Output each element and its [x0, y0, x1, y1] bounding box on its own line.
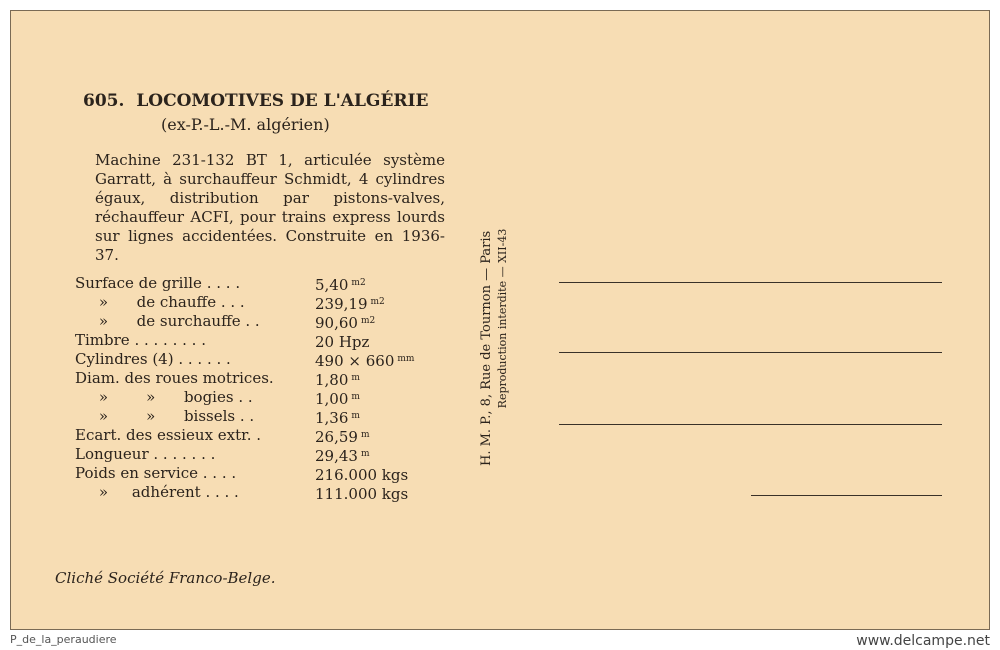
publisher-line: H. M. P., 8, Rue de Tournon — Paris [479, 230, 494, 466]
spec-label: » de surchauffe . . [75, 312, 260, 330]
spec-label: » » bogies . . [75, 388, 253, 406]
spec-value: 1,00 $^m$ [315, 390, 360, 408]
spec-label: Diam. des roues motrices. [75, 369, 274, 387]
spec-value: 29,43 $^m$ [315, 447, 370, 465]
spec-label: Cylindres (4) . . . . . . [75, 350, 231, 368]
publisher-imprint [479, 171, 509, 466]
spec-value: 239,19 $^{m2}$ [315, 295, 385, 313]
spec-unit: m [351, 373, 360, 383]
reproduction-notice: Reproduction interdite — XII-43 [496, 228, 509, 409]
spec-row [75, 331, 445, 350]
address-line [559, 424, 942, 425]
spec-row [75, 388, 445, 407]
spec-row [75, 312, 445, 331]
spec-value: 26,59 $^m$ [315, 428, 370, 446]
spec-unit: m [360, 430, 370, 440]
spec-value: 90,60 $^{m2}$ [315, 314, 376, 332]
spec-unit: m [360, 449, 370, 459]
spec-row [75, 350, 445, 369]
spec-unit: m2 [360, 316, 376, 326]
spec-row [75, 445, 445, 464]
address-line [559, 282, 942, 283]
card-subtitle: (ex-P.-L.-M. algérien) [161, 115, 330, 134]
address-line [559, 352, 942, 353]
spec-label: Ecart. des essieux extr. . [75, 426, 261, 444]
spec-label: Longueur . . . . . . . [75, 445, 216, 463]
spec-value: 1,36 $^m$ [315, 409, 360, 427]
spec-row [75, 483, 445, 502]
spec-unit: m2 [351, 278, 366, 288]
spec-row [75, 293, 445, 312]
spec-label: » de chauffe . . . [75, 293, 245, 311]
spec-label: Surface de grille . . . . [75, 274, 241, 292]
spec-row [75, 407, 445, 426]
card-title-text: LOCOMOTIVES DE L'ALGÉRIE [136, 91, 429, 111]
spec-label: » » bissels . . [75, 407, 255, 425]
spec-row [75, 426, 445, 445]
address-line [751, 495, 942, 496]
spec-label: Timbre . . . . . . . . [75, 331, 206, 349]
spec-table [75, 274, 445, 502]
spec-unit: mm [397, 354, 415, 364]
spec-value: 5,40 $^{m2}$ [315, 276, 366, 294]
photo-credit: Cliché Société Franco-Belge. [55, 569, 276, 587]
postcard [10, 10, 990, 630]
spec-label: Poids en service . . . . [75, 464, 237, 482]
card-number: 605. [83, 91, 125, 111]
spec-value: 111.000 kgs [315, 485, 409, 503]
spec-unit: m [351, 411, 360, 421]
spec-value: 216.000 kgs [315, 466, 409, 484]
spec-value: 490 × 660 $^{mm}$ [315, 352, 415, 370]
spec-unit: m [351, 392, 360, 402]
spec-value: 20 Hpz [315, 333, 370, 351]
card-title [83, 91, 428, 111]
spec-unit: m2 [370, 297, 385, 307]
description [95, 151, 445, 265]
spec-value: 1,80 $^m$ [315, 371, 360, 389]
site-watermark: www.delcampe.net [856, 633, 990, 649]
spec-row [75, 464, 445, 483]
description-text: Machine 231-132 BT 1, articulée système Garratt, à surchauffeur Schmidt, 4 cylindres égaux, distribution par pistons-valves, réchauffeur ACFI, pour trains express lourds sur lignes accidentées. Construite en 1936-37. [95, 151, 445, 264]
spec-row [75, 369, 445, 388]
spec-label: » adhérent . . . . [75, 483, 239, 501]
seller-name: P_de_la_peraudiere [10, 633, 117, 646]
spec-row [75, 274, 445, 293]
